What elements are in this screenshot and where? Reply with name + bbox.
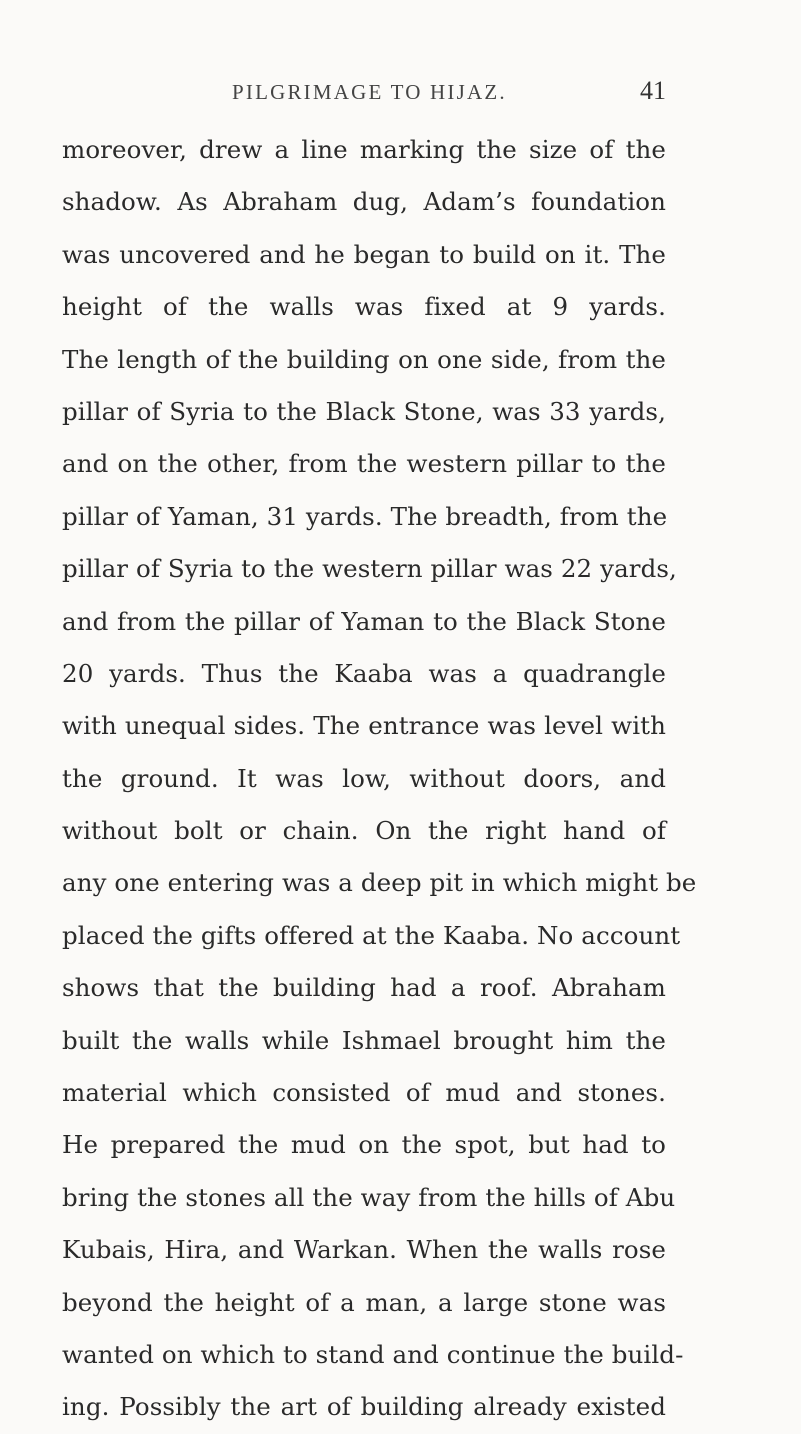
- text-line: beyond the height of a man, a large stone was: [62, 1287, 666, 1317]
- text-line: built the walls while Ishmael brought him the: [62, 1025, 666, 1055]
- text-line: any one entering was a deep pit in which might be: [62, 868, 697, 898]
- text-line: moreover, drew a line marking the size of the: [62, 135, 666, 164]
- text-line: placed the gifts offered at the Kaaba. No account: [62, 920, 681, 950]
- text-line: bring the stones all the way from the hills of Abu: [62, 1182, 676, 1212]
- text-line: height of the walls was fixed at 9 yards.: [62, 292, 666, 322]
- text-line: wanted on which to stand and continue the build-: [62, 1339, 684, 1369]
- text-line: was uncovered and he began to build on it. The: [62, 239, 666, 269]
- text-line: with unequal sides. The entrance was level with: [62, 711, 666, 741]
- text-line: shows that the building had a roof. Abraham: [62, 973, 666, 1003]
- text-line: Kubais, Hira, and Warkan. When the walls rose: [62, 1235, 666, 1265]
- text-line: ing. Possibly the art of building already existed: [62, 1392, 666, 1422]
- running-head: [0, 76, 801, 110]
- text-line: and from the pillar of Yaman to the Black Stone: [62, 606, 666, 636]
- page-number: 41: [640, 76, 666, 105]
- text-line: material which consisted of mud and stones.: [62, 1078, 666, 1108]
- text-line: The length of the building on one side, from the: [62, 344, 666, 374]
- text-line: shadow. As Abraham dug, Adam’s foundation: [62, 187, 666, 217]
- running-title: PILGRIMAGE TO HIJAZ.: [232, 80, 507, 104]
- text-line: He prepared the mud on the spot, but had to: [62, 1130, 666, 1160]
- text-line: the ground. It was low, without doors, and: [62, 763, 666, 793]
- body-text: [62, 124, 697, 1434]
- text-line: without bolt or chain. On the right hand of: [62, 816, 666, 846]
- text-line: pillar of Syria to the western pillar was 22 yards,: [62, 554, 677, 584]
- text-line: pillar of Yaman, 31 yards. The breadth, from the: [62, 501, 668, 531]
- text-line: 20 yards. Thus the Kaaba was a quadrangle: [62, 658, 666, 688]
- text-line: and on the other, from the western pillar to the: [62, 449, 666, 479]
- text-line: pillar of Syria to the Black Stone, was 33 yards,: [62, 396, 666, 426]
